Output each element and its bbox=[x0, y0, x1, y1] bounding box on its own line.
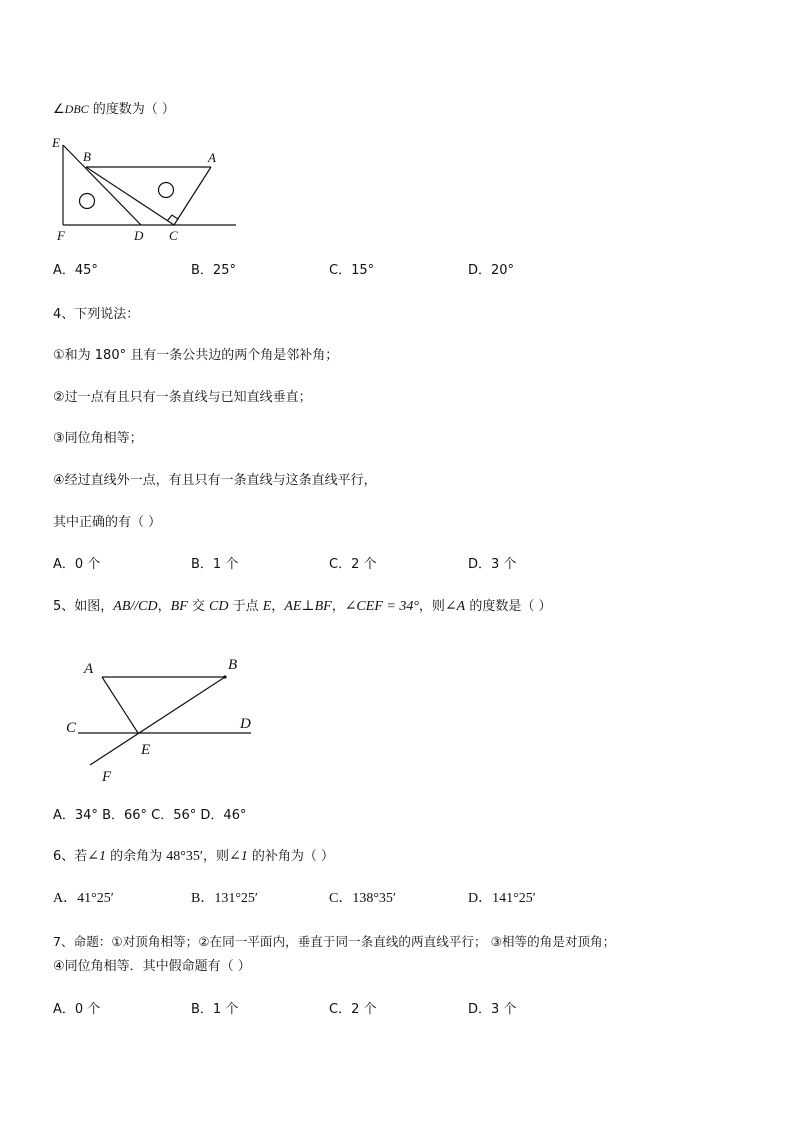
label-a: A bbox=[208, 150, 216, 165]
q6-angle: ∠1 bbox=[87, 849, 107, 864]
label-a: A bbox=[84, 661, 94, 677]
label-e: E bbox=[52, 135, 60, 150]
label-b: B bbox=[228, 657, 238, 673]
line-ae bbox=[102, 677, 138, 733]
q5-cond-parallel: AB//CD bbox=[113, 599, 158, 614]
q6-mid2: ，则 bbox=[202, 849, 229, 864]
q3-options bbox=[53, 262, 653, 280]
q7-option-b[interactable]: B．1 个 bbox=[191, 1002, 239, 1017]
angle-name: DBC bbox=[64, 102, 89, 116]
q6-option-b[interactable]: B．131°25′ bbox=[191, 891, 258, 906]
q7-option-c[interactable]: C．2 个 bbox=[329, 1002, 377, 1017]
q5-mid: ，则 bbox=[418, 599, 445, 614]
q4-item-4: ④经过直线外一点，有且只有一条直线与这条直线平行， bbox=[53, 473, 377, 488]
q4-option-b[interactable]: B．1 个 bbox=[191, 557, 239, 572]
q3-option-a[interactable]: A．45° bbox=[53, 263, 98, 278]
q6-stem bbox=[53, 848, 334, 866]
label-c: C bbox=[66, 720, 77, 736]
q5-target-angle: ∠A bbox=[444, 599, 466, 614]
q5-stem bbox=[53, 598, 552, 616]
q7-option-d[interactable]: D．3 个 bbox=[468, 1002, 517, 1017]
circle-left bbox=[80, 194, 95, 209]
q5-cond-angle: ∠CEF = 34° bbox=[344, 599, 419, 614]
q5-cd: CD bbox=[209, 599, 229, 614]
q4-question: 其中正确的有（ ） bbox=[53, 515, 162, 530]
q6-mid: 的余角为 bbox=[106, 849, 167, 864]
q5-point-text: 于点 bbox=[228, 599, 263, 614]
q6-option-a[interactable]: A．41°25′ bbox=[53, 891, 114, 906]
q7-options bbox=[53, 1001, 653, 1019]
q4-option-d[interactable]: D．3 个 bbox=[468, 557, 517, 572]
q5-sep: ， bbox=[271, 599, 285, 614]
angle-symbol: ∠ bbox=[53, 102, 65, 117]
label-b: B bbox=[83, 149, 91, 164]
q4-item-1: ①和为 180° 且有一条公共边的两个角是邻补角； bbox=[53, 348, 339, 363]
q5-intersect-text: 交 bbox=[187, 599, 210, 614]
q6-value: 48°35′ bbox=[166, 849, 203, 864]
q3-option-d[interactable]: D．20° bbox=[468, 263, 515, 278]
q6-prefix: 6、若 bbox=[53, 849, 88, 864]
q4-option-c[interactable]: C．2 个 bbox=[329, 557, 377, 572]
q4-item-2: ②过一点有且只有一条直线与已知直线垂直； bbox=[53, 390, 312, 405]
label-d: D bbox=[134, 228, 144, 243]
label-f: F bbox=[57, 228, 65, 243]
q3-stem bbox=[53, 100, 175, 119]
q3-option-c[interactable]: C．15° bbox=[329, 263, 375, 278]
segment-ed bbox=[63, 145, 141, 225]
segment-ac bbox=[174, 167, 211, 225]
circle-right bbox=[159, 183, 174, 198]
q5-suffix: 的度数是（ ） bbox=[465, 599, 552, 614]
q3-stem-text: 的度数为（ ） bbox=[92, 102, 175, 117]
q5-cond-perp: AE⊥BF bbox=[284, 599, 332, 614]
q6-angle2: ∠1 bbox=[228, 849, 248, 864]
label-f: F bbox=[102, 769, 112, 785]
q5-point-e: E bbox=[262, 599, 272, 614]
label-c: C bbox=[169, 228, 178, 243]
q3-triangle-figure bbox=[48, 132, 248, 244]
label-d: D bbox=[240, 716, 251, 732]
q4-option-a[interactable]: A．0 个 bbox=[53, 557, 101, 572]
q5-options[interactable]: A．34° B．66° C．56° D．46° bbox=[53, 808, 247, 823]
q7-line-1: 7、命题：①对顶角相等；②在同一平面内，垂直于同一条直线的两直线平行； ③相等的角是对顶角； bbox=[53, 934, 616, 949]
point-b bbox=[223, 675, 226, 678]
q4-item-3: ③同位角相等； bbox=[53, 431, 143, 446]
q7-line-2: ④同位角相等．其中假命题有（ ） bbox=[53, 959, 251, 974]
q5-bf: BF bbox=[170, 599, 188, 614]
q5-sep: ， bbox=[157, 599, 171, 614]
q6-option-d[interactable]: D．141°25′ bbox=[468, 891, 536, 906]
q5-parallel-lines-figure bbox=[60, 650, 260, 790]
q6-suffix: 的补角为（ ） bbox=[247, 849, 334, 864]
label-e: E bbox=[141, 742, 151, 758]
q7-option-a[interactable]: A．0 个 bbox=[53, 1002, 101, 1017]
q4-options bbox=[53, 556, 653, 574]
q6-option-c[interactable]: C．138°35′ bbox=[329, 891, 396, 906]
q4-title: 4、下列说法： bbox=[53, 307, 140, 322]
q6-options bbox=[53, 890, 653, 908]
q3-option-b[interactable]: B．25° bbox=[191, 263, 236, 278]
q5-prefix: 5、如图， bbox=[53, 599, 114, 614]
q5-sep: ， bbox=[331, 599, 345, 614]
